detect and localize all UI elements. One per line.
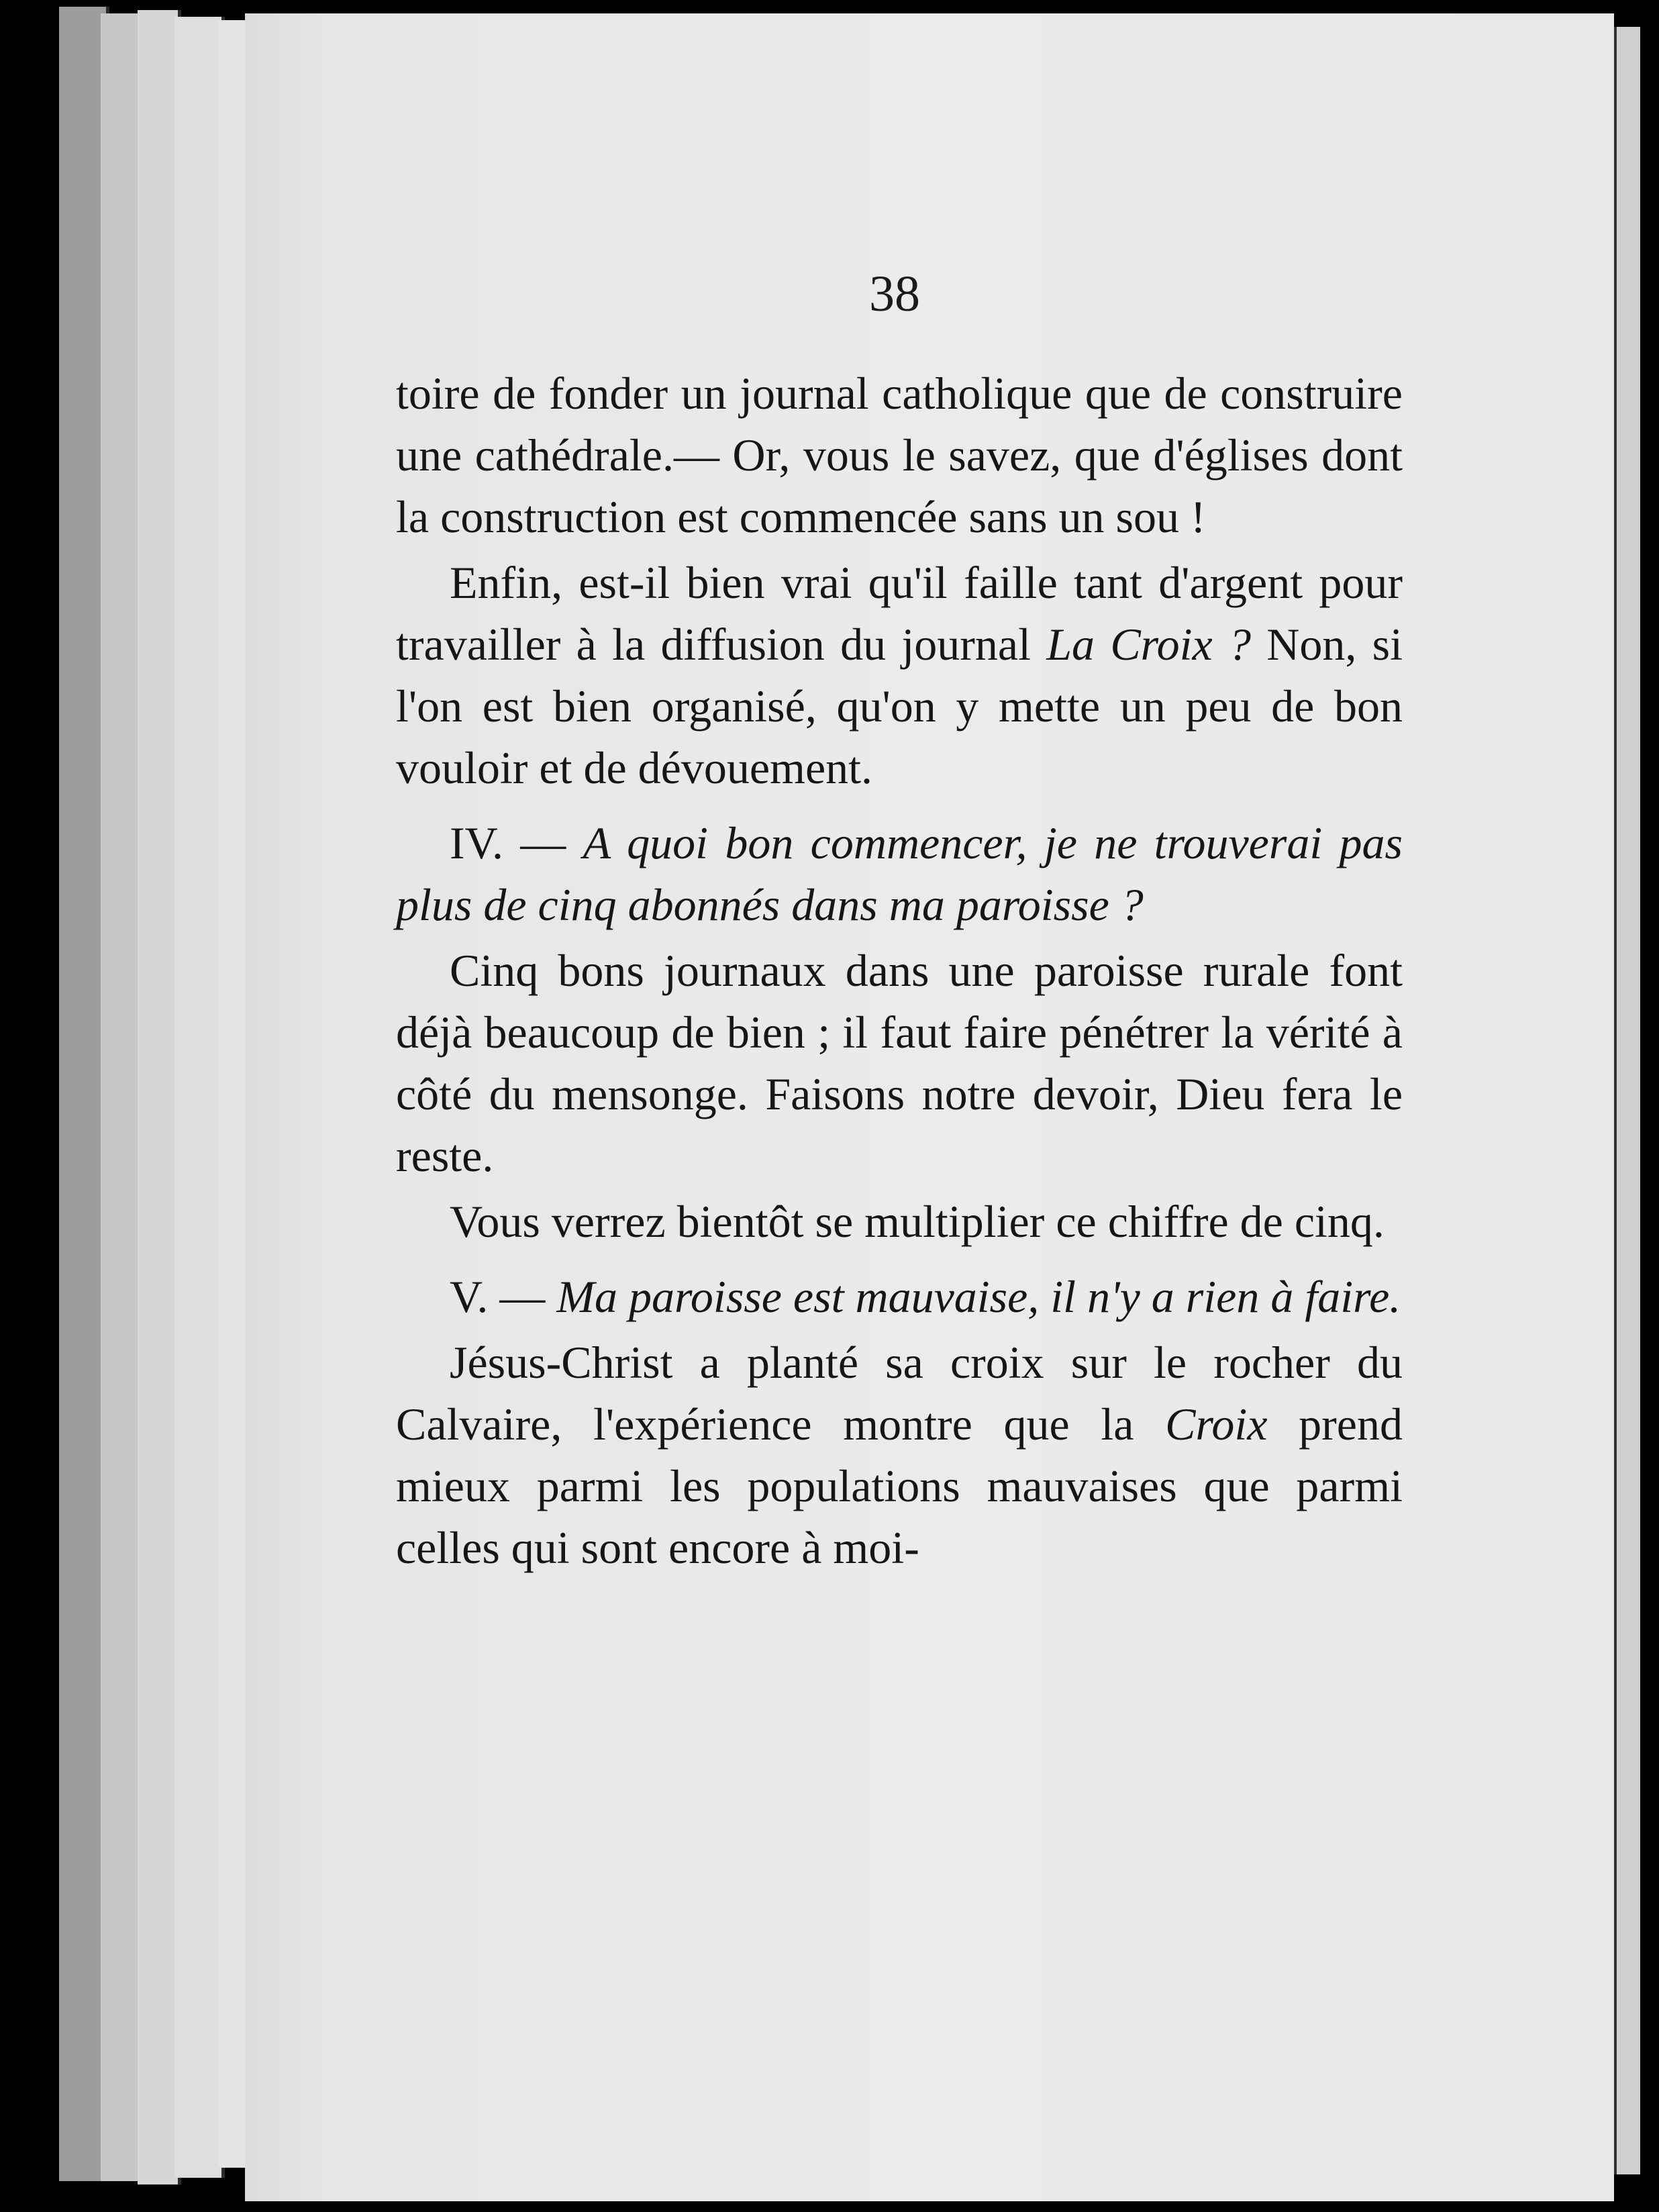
paragraph: Vous verrez bientôt se multiplier ce chiffre de cinq. (450, 1196, 1385, 1247)
newspaper-title: Croix (1165, 1399, 1268, 1450)
objection-number: IV. — (450, 817, 583, 868)
page-body (396, 362, 1403, 1578)
page-edge-stack (174, 17, 225, 2178)
objection-text: A quoi bon commencer, je ne trouverai pas plus de cinq abonnés dans ma paroisse ? (396, 817, 1403, 930)
objection-heading (396, 812, 1403, 936)
newspaper-title: La Croix ? (1046, 619, 1251, 670)
paragraph: Cinq bons journaux dans une paroisse rurale font déjà beaucoup de bien ; il faut faire pénétrer la vérité à côté du mensonge. Faisons notre devoir, Dieu fera le reste. (396, 945, 1403, 1181)
paragraph-text: prend mieux parmi les populations mauvaises que parmi celles qui sont encore à moi- (396, 1399, 1403, 1573)
objection-text: Ma paroisse est mauvaise, il n'y a rien à faire. (556, 1271, 1401, 1322)
paragraph-text: Jésus-Christ a planté sa croix sur le rocher du Calvaire, l'expérience montre que la (396, 1337, 1403, 1450)
page-number: 38 (869, 266, 920, 322)
objection-number: V. — (450, 1271, 557, 1322)
paragraph-text: Enfin, est-il bien vrai qu'il faille tant d'argent pour travailler à la diffusion du journal (396, 557, 1403, 670)
paragraph: toire de fonder un journal catholique que de construire une cathédrale.— Or, vous le savez, que d'églises dont la construction est commencée sans un sou ! (396, 368, 1403, 542)
paragraph (396, 1331, 1403, 1578)
right-page-edge (1614, 27, 1640, 2174)
paragraph (396, 552, 1403, 799)
objection-heading (396, 1266, 1403, 1327)
paragraph-text: Non, si l'on est bien organisé, qu'on y mette un peu de bon vouloir et de dévouement. (396, 619, 1403, 793)
